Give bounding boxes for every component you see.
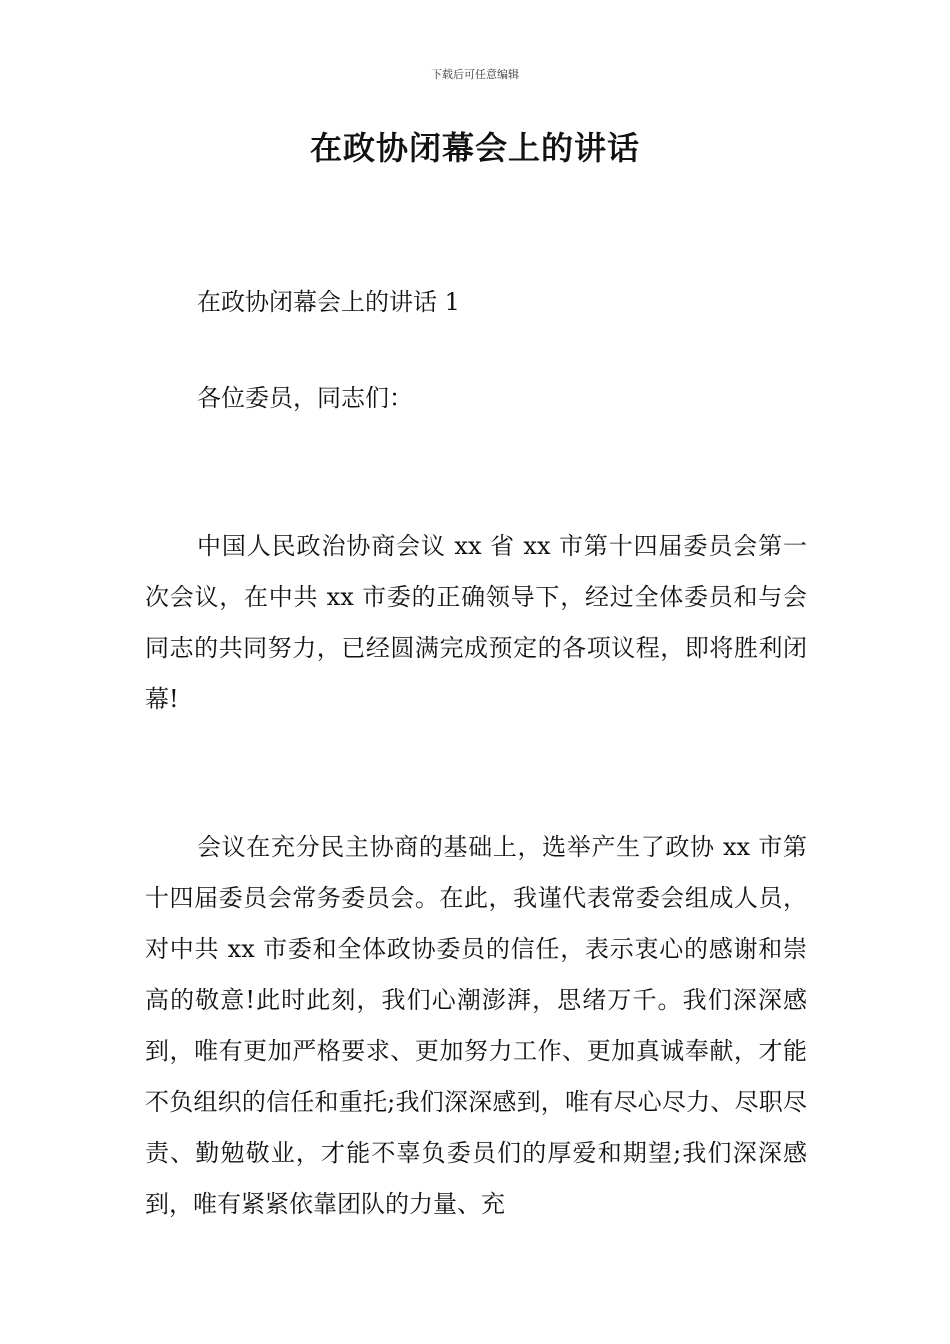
header-note: 下载后可任意编辑 [431,68,519,81]
document-title: 在政协闭幕会上的讲话 [309,129,640,167]
salutation: 各位委员，同志们： [197,384,413,412]
speech-subtitle: 在政协闭幕会上的讲话 1 [197,288,460,316]
paragraph-2: 会议在充分民主协商的基础上，选举产生了政协 xx 市第十四届委员会常务委员会。在此，我谨代表常委会组成人员，对中共 xx 市委和全体政协委员的信任，表示衷心的感谢和崇高的敬意!此时此刻，我们心潮澎湃，思绪万千。我们深深感到，唯有更加严格要求、更加努力工作、更加真诚奉献，才能不负组织的信任和重托;我们深深感到，唯有尽心尽力、尽职尽责、勤勉敬业，才能不辜负委员们的厚爱和期望;我们深深感到，唯有紧紧依靠团队的力量、充 [145,833,807,1218]
paragraph-1: 中国人民政治协商会议 xx 省 xx 市第十四届委员会第一次会议，在中共 xx 市委的正确领导下，经过全体委员和与会同志的共同努力，已经圆满完成预定的各项议程，即将胜利闭幕! [145,532,807,713]
